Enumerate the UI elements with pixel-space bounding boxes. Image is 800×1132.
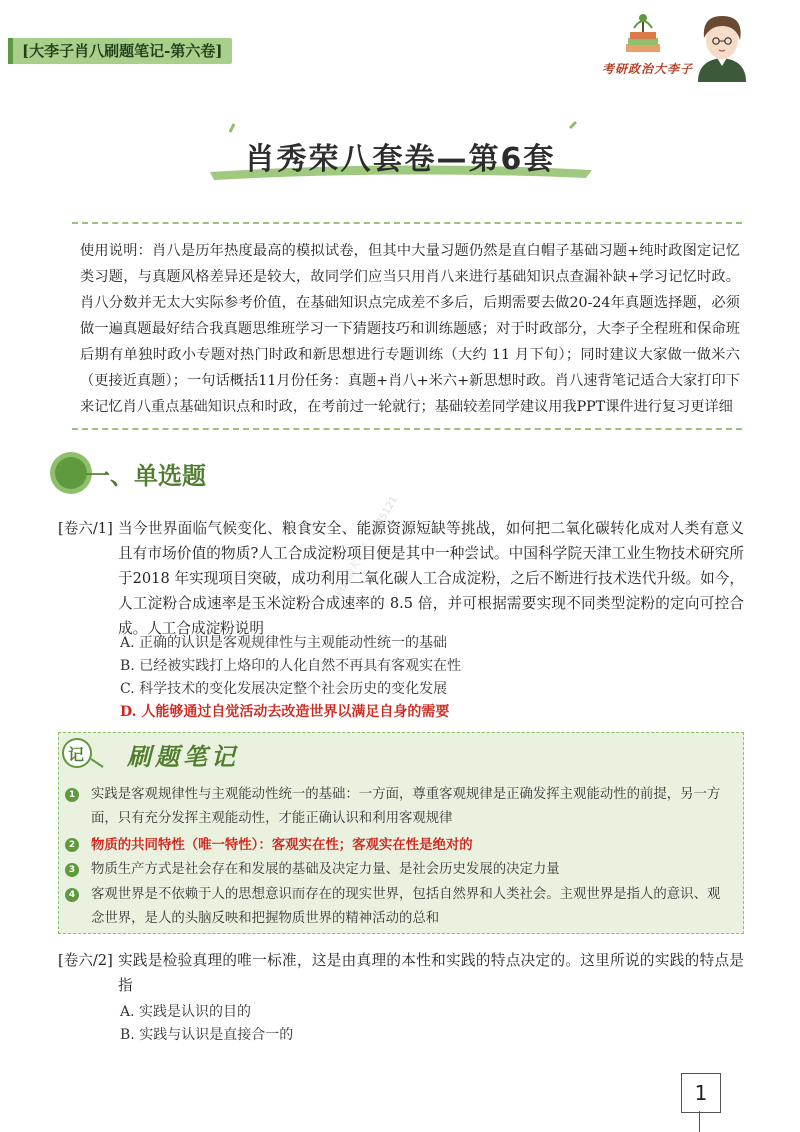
notes-box <box>58 732 744 934</box>
option-a: A. 正确的认识是客观规律性与主观能动性统一的基础 <box>120 635 448 651</box>
usage-notes: 使用说明：肖八是历年热度最高的模拟试卷，但其中大量习题仍然是直白帽子基础习题+纯时政图定记忆类习题，与真题风格差异还是较大，故同学们应当只用肖八来进行基础知识点查漏补缺+学习记忆时政。肖八分数并无太大实际参考价值，在基础知识点完成差不多后，后期需要去做20-24年真题选择题，必须做一遍真题最好结合我真题思维班学习一下猜题技巧和训练题感；对于时政部分，大李子全程班和保命班后期有单独时政小专题对热门时政和新思想进行专题训练（大约 11 月下旬）；同时建议大家做一做米六（更接近真题）；一句话概括11月份任务：真题+肖八+米六+新思想时政。肖八速背笔记适合大家打印下来记忆肖八重点基础知识点和时政，在考前过一轮就行；基础较差同学建议用我PPT课件进行复习更详细 <box>80 243 740 415</box>
series-tag: [大李子肖八刷题笔记-第六卷] <box>8 38 232 64</box>
notes-title: 刷题笔记 <box>127 742 239 771</box>
option-b: B. 已经被实践打上烙印的人化自然不再具有客观实在性 <box>120 658 462 674</box>
question-stem: 实践是检验真理的唯一标准，这是由真理的本性和实践的特点决定的。这里所说的实践的特点是指 <box>118 952 744 994</box>
question-stem: 当今世界面临气候变化、粮食安全、能源资源短缺等挑战，如何把二氧化碳转化成对人类有意义且有市场价值的物质?人工合成淀粉项目便是其中一种尝试。中国科学院天津工业生物技术研究所于2018 年实现项目突破，成功利用二氧化碳人工合成淀粉，之后不断进行技术迭代升级。如今，人工淀粉合成速率是玉米淀粉合成速率的 8.5 倍，并可根据需要实现不同类型淀粉的定向可控合成。人工合成淀粉说明 <box>118 520 744 637</box>
section-heading <box>48 450 248 496</box>
note-number: 1 <box>65 788 79 802</box>
avatar <box>690 10 754 82</box>
notes-badge-text: 记 <box>68 745 85 764</box>
title-banner <box>200 120 600 182</box>
question-label: [卷六/2] <box>58 952 113 969</box>
note-text: 实践是客观规律性与主观能动性统一的基础：一方面，尊重客观规律是正确发挥主观能动性的前提，另一方面，只有充分发挥主观能动性，才能正确认识和利用客观规律 <box>91 787 721 826</box>
question-label: [卷六/1] <box>58 520 113 537</box>
note-text: 物质生产方式是社会存在和发展的基础及决定力量、是社会历史发展的决定力量 <box>91 862 560 877</box>
note-text: 物质的共同特性（唯一特性）：客观实在性；客观实在性是绝对的 <box>91 837 473 853</box>
note-text: 客观世界是不依赖于人的思想意识而存在的现实世界，包括自然界和人类社会。主观世界是指人的意识、观念世界，是人的头脑反映和把握物质世界的精神活动的总和 <box>91 887 721 926</box>
option-b: B. 实践与认识是直接合一的 <box>120 1027 294 1043</box>
divider <box>72 428 742 430</box>
watermark: 考研政治大李子 · 2185121 <box>328 494 401 608</box>
notes-header <box>59 733 743 773</box>
option-a: A. 实践是认识的目的 <box>120 1004 252 1020</box>
note-number: 3 <box>65 863 79 877</box>
note-number: 2 <box>65 838 79 852</box>
brand-name: 考研政治大李子 <box>602 62 694 76</box>
note-number: 4 <box>65 888 79 902</box>
page-number-stem <box>699 1111 700 1132</box>
divider <box>72 222 742 224</box>
page-title: 肖秀荣八套卷—第6套 <box>244 142 556 177</box>
option-c: C. 科学技术的变化发展决定整个社会历史的变化发展 <box>120 681 448 697</box>
page-number: 1 <box>681 1073 721 1113</box>
section-title: 一、单选题 <box>86 462 206 490</box>
option-d-correct: D. 人能够通过自觉活动去改造世界以满足自身的需要 <box>120 704 450 720</box>
